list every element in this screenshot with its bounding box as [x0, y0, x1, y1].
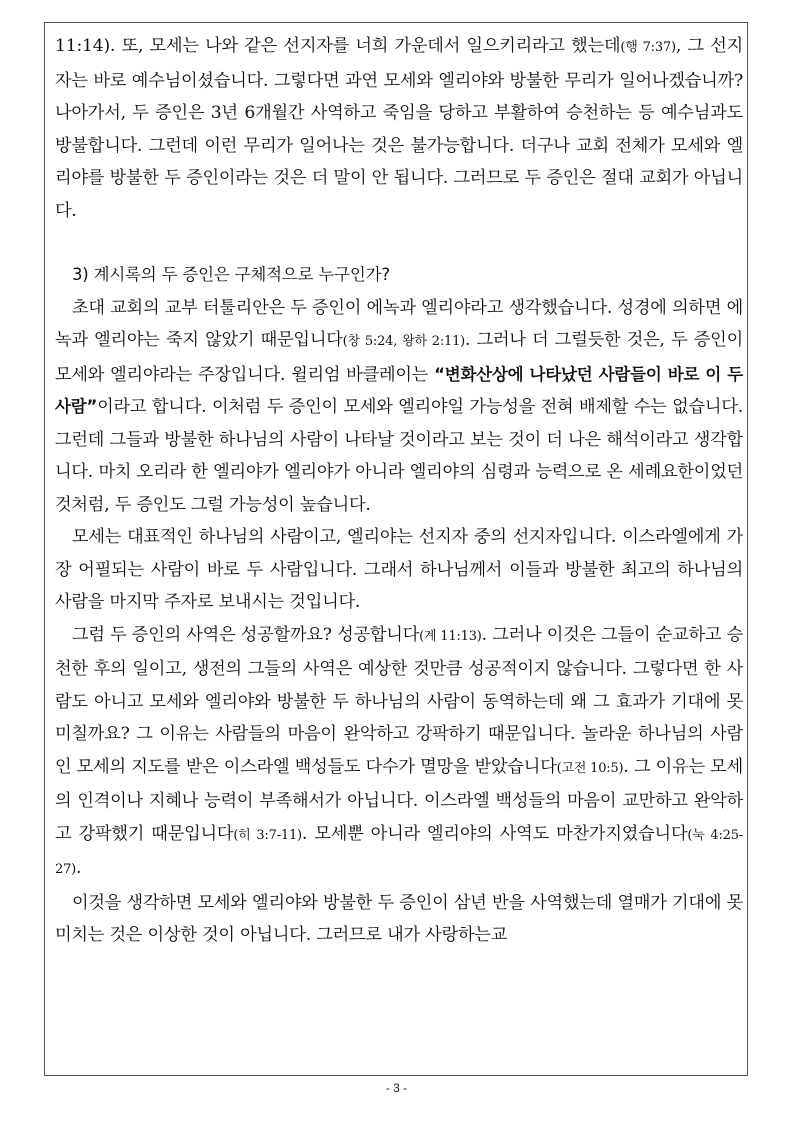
page-number: - 3 - — [385, 1081, 408, 1095]
paragraph-4: 그럼 두 증인의 사역은 성공할까요? 성공합니다(계 11:13). 그러나 이것은 그들이 순교하고 승천한 후의 일이고, 생전의 그들의 사역은 예상한 것만큼 성공적이지 않습니다. 그렇다면 한 사람도 아니고 모세와 엘리야와 방불한 두 하나님의 사람이 동역하는데 왜 그 효과가 기대에 못 미칠까요? 그 이유는 사람들의 마음이 완악하고 강팍하기 때문입니다. 놀라운 하나님의 사람인 모세의 지도를 받은 이스라엘 백성들도 다수가 멸망을 받았습니다(고전 10:5). 그 이유는 모세의 인격이나 지혜나 능력이 부족해서가 아닙니다. 이스라엘 백성들의 마음이 교만하고 완악하고 강팍했기 때문입니다(히 3:7-11). 모세뿐 아니라 엘리야의 사역도 마찬가지였습니다(눅 4:25-27). — [55, 624, 744, 878]
scripture-reference: (히 3:7-11) — [233, 827, 302, 843]
scripture-reference: (눅 4:25-27) — [55, 827, 743, 877]
document-body — [55, 30, 743, 952]
paragraph-3: 모세는 대표적인 하나님의 사람이고, 엘리야는 선지자 중의 선지자입니다. 이스라엘에게 가장 어필되는 사람이 바로 두 사람입니다. 그래서 하나님께서 이들과 방불한 최고의 하나님의 사람을 마지막 주자로 보내시는 것입니다. — [55, 527, 743, 612]
quotation: “변화산상에 나타났던 사람들이 바로 이 두 사람” — [55, 364, 743, 416]
scripture-reference: (창 5:24, 왕하 2:11) — [342, 334, 466, 349]
paragraph-gap — [55, 227, 743, 259]
scripture-reference: (행 7:37) — [620, 40, 676, 55]
paragraph-2: 초대 교회의 교부 터툴리안은 두 증인이 에녹과 엘리야라고 생각했습니다. 성경에 의하면 에녹과 엘리야는 죽지 않았기 때문입니다(창 5:24, 왕하 2:11). 그러나 더 그럴듯한 것은, 두 증인이 모세와 엘리야라는 주장입니다. 윌리엄 바클레이는 “변화산상에 나타났던 사람들이 바로 이 두 사람”이라고 합니다. 이처럼 두 증인이 모세와 엘리야일 가능성을 전혀 배제할 수는 없습니다. 그런데 그들과 방불한 하나님의 사람이 나타날 것이라고 보는 것이 더 나은 해석이라고 생각합니다. 마치 오리라 한 엘리야가 엘리야가 아니라 엘리야의 심령과 능력으로 온 세례요한이었던 것처럼, 두 증인도 그럴 가능성이 높습니다. — [55, 297, 743, 515]
paragraph-1: 11:14). 또, 모세는 나와 같은 선지자를 너희 가운데서 일으키리라고 했는데(행 7:37), 그 선지자는 바로 예수님이셨습니다. 그렇다면 과연 모세와 엘리야와 방불한 무리가 일어나겠습니까? 나아가서, 두 증인은 3년 6개월간 사역하고 죽임을 당하고 부활하여 승천하는 등 예수님과도 방불합니다. 그런데 이런 무리가 일어나는 것은 불가능합니다. 더구나 교회 전체가 모세와 엘리야를 방불한 두 증인이라는 것은 더 말이 안 됩니다. 그러므로 두 증인은 절대 교회가 아닙니다. — [55, 36, 743, 221]
scripture-reference: (고전 10:5) — [556, 760, 624, 776]
section-heading: 3) 계시록의 두 증인은 구체적으로 누구인가? — [72, 265, 390, 284]
paragraph-5: 이것을 생각하면 모세와 엘리야와 방불한 두 증인이 삼년 반을 사역했는데 열매가 기대에 못 미치는 것은 이상한 것이 아닙니다. 그러므로 내가 사랑하는교 — [55, 892, 743, 945]
scripture-reference: (계 11:13) — [419, 628, 482, 644]
